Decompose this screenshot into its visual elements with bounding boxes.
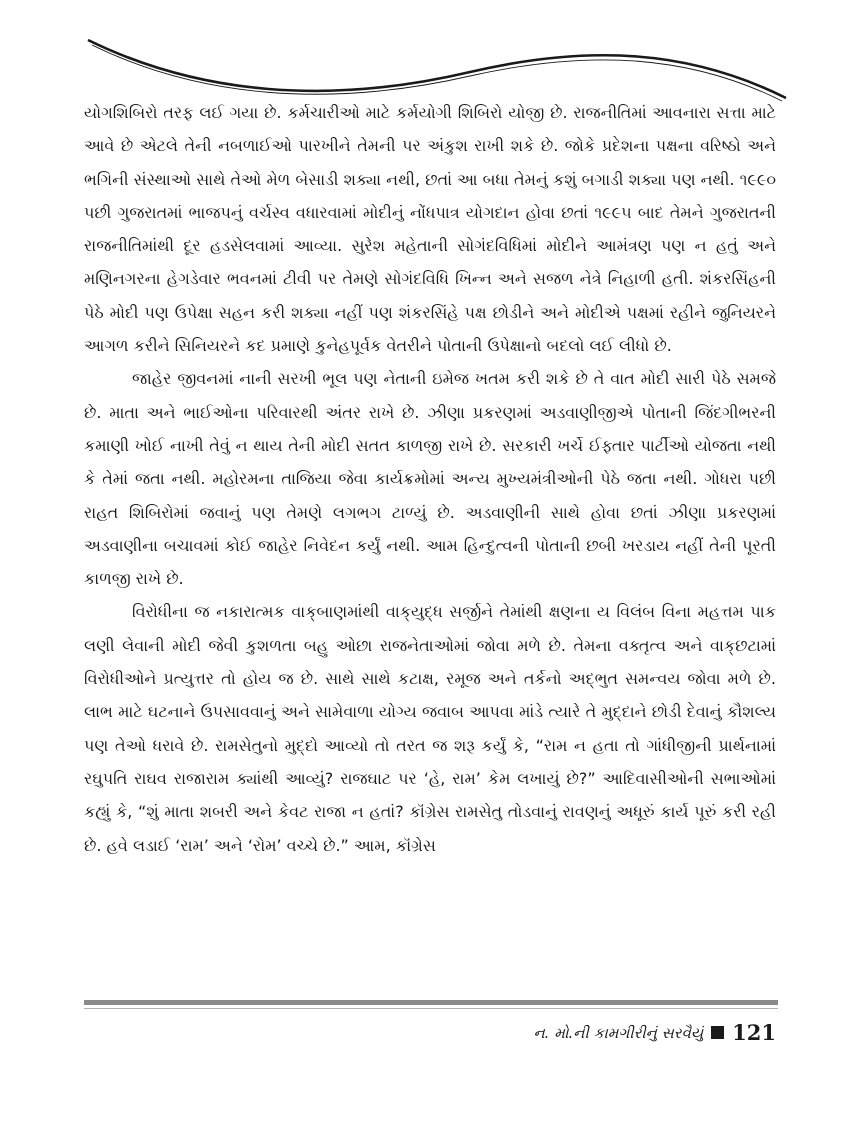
footer-divider (84, 1000, 778, 1005)
square-bullet-icon (711, 1026, 724, 1039)
paragraph-1: યોગશિબિરો તરફ લઈ ગયા છે. કર્મચારીઓ માટે કર્મયોગી શિબિરો યોજી છે. રાજનીતિમાં આવનારા સત્તા માટે આવે છે એટલે તેની નબળાઈઓ પારખીને તેમની પર અંકુશ રાખી શકે છે. જોકે પ્રદેશના પક્ષના વરિષ્ઠો અને ભગિની સંસ્થાઓ સાથે તેઓ મેળ બેસાડી શક્યા નથી, છતાં આ બધા તેમનું કશું બગાડી શક્યા પણ નથી. ૧૯૯૦ પછી ગુજરાતમાં ભાજપનું વર્ચસ્વ વધારવામાં મોદીનું નોંધપાત્ર યોગદાન હોવા છતાં ૧૯૯૫ બાદ તેમને ગુજરાતની રાજનીતિમાંથી દૂર હડસેલવામાં આવ્યા. સુરેશ મહેતાની સોગંદવિધિમાં મોદીને આમંત્રણ પણ ન હતું અને મણિનગરના હેગડેવાર ભવનમાં ટીવી પર તેમણે સોગંદવિધિ ખિન્ન અને સજળ નેત્રે નિહાળી હતી. શંકરસિંહની પેઠે મોદી પણ ઉપેક્ષા સહન કરી શક્યા નહીં પણ શંકરસિંહે પક્ષ છોડીને અને મોદીએ પક્ષમાં રહીને જુનિયરને આગળ કરીને સિનિયરને કદ પ્રમાણે કુનેહપૂર્વક વેતરીને પોતાની ઉપેક્ષાનો બદલો લઈ લીધો છે. (84, 103, 776, 356)
page-number: 121 (732, 1020, 776, 1045)
paragraph-2: જાહેર જીવનમાં નાની સરખી ભૂલ પણ નેતાની ઇમેજ ખતમ કરી શકે છે તે વાત મોદી સારી પેઠે સમજે છે. માતા અને ભાઈઓના પરિવારથી અંતર રાખે છે. ઝીણા પ્રકરણમાં અડવાણીજીએ પોતાની જિંદગીભરની કમાણી ખોઈ નાખી તેવું ન થાય તેની મોદી સતત કાળજી રાખે છે. સરકારી ખર્ચે ઈફ્તાર પાર્ટીઓ યોજતા નથી કે તેમાં જતા નથી. મહોરમના તાજિયા જેવા કાર્યક્રમોમાં અન્ય મુખ્યમંત્રીઓની પેઠે જતા નથી. ગોધરા પછી રાહત શિબિરોમાં જવાનું પણ તેમણે લગભગ ટાળ્યું છે. અડવાણીની સાથે હોવા છતાં ઝીણા પ્રકરણમાં અડવાણીના બચાવમાં કોઈ જાહેર નિવેદન કર્યું નથી. આમ હિન્દુત્વની પોતાની છબી ખરડાય નહીં તેની પૂરતી કાળજી રાખે છે. (84, 369, 776, 589)
body-text (84, 96, 776, 862)
page-footer (533, 1020, 776, 1045)
footer-divider-thin (84, 1008, 778, 1009)
paragraph-3: વિરોધીના જ નકારાત્મક વાક્‌બાણમાંથી વાક્‌યુદ્ધ સર્જીને તેમાંથી ક્ષણના ય વિલંબ વિના મહત્તમ પાક લણી લેવાની મોદી જેવી કુશળતા બહુ ઓછા રાજનેતાઓમાં જોવા મળે છે. તેમના વક્તૃત્વ અને વાક્‌છટામાં વિરોધીઓને પ્રત્યુત્તર તો હોય જ છે. સાથે સાથે કટાક્ષ, રમૂજ અને તર્કનો અદ્‌ભુત સમન્વય જોવા મળે છે. લાભ માટે ઘટનાને ઉપસાવવાનું અને સામેવાળા યોગ્ય જવાબ આપવા માંડે ત્યારે તે મુદ્દાને છોડી દેવાનું કૌશલ્ય પણ તેઓ ધરાવે છે. રામસેતુનો મુદ્દો આવ્યો તો તરત જ શરૂ કર્યું કે, “રામ ન હતા તો ગાંધીજીની પ્રાર્થનામાં રઘુપતિ રાઘવ રાજારામ ક્યાંથી આવ્યું? રાજઘાટ પર ‘હે, રામ’ કેમ લખાયું છે?” આદિવાસીઓની સભાઓમાં કહ્યું કે, “શું માતા શબરી અને કેવટ રાજા ન હતાં? કૉંગ્રેસ રામસેતુ તોડવાનું રાવણનું અધૂરું કાર્ય પૂરું કરી રહી છે. હવે લડાઈ ‘રામ’ અને ‘રોમ’ વચ્ચે છે.” આમ, કૉંગ્રેસ (84, 602, 776, 855)
book-title: ન. મો.ની કામગીરીનું સરવૈયું (533, 1023, 704, 1042)
wave-line-inner (92, 45, 782, 101)
decorative-wave-header (0, 0, 854, 110)
wave-line-outer (88, 40, 786, 98)
